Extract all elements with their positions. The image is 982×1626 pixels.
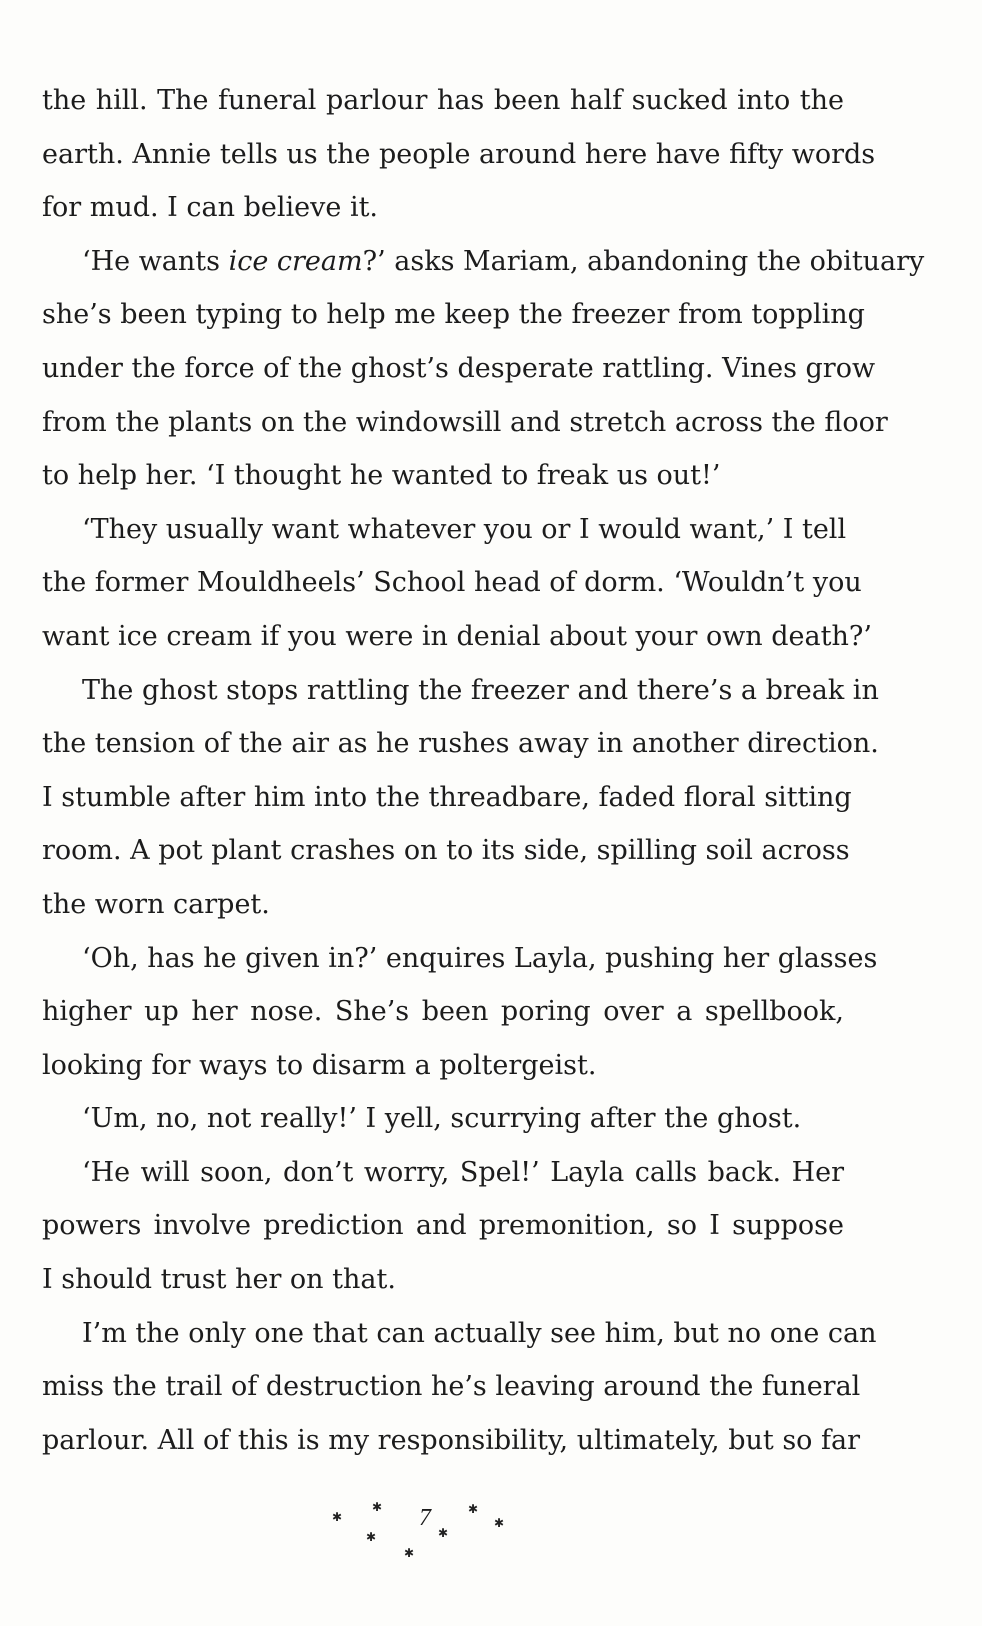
text-line: miss the trail of destruction he’s leaving around the funeral bbox=[42, 1371, 861, 1403]
star-ornament-icon: ✱ bbox=[438, 1526, 449, 1540]
star-ornament-icon: ✱ bbox=[332, 1510, 343, 1524]
text-line: want ice cream if you were in denial about your own death?’ bbox=[42, 620, 872, 652]
star-ornament-icon: ✱ bbox=[372, 1500, 383, 1514]
text-line: looking for ways to disarm a poltergeist. bbox=[42, 1049, 597, 1081]
page-number: 7 bbox=[419, 1505, 431, 1531]
text-line: room. A pot plant crashes on to its side, spilling soil across bbox=[42, 835, 850, 867]
text-line: ‘Oh, has he given in?’ enquires Layla, pushing her glasses bbox=[82, 942, 878, 974]
text-line: I should trust her on that. bbox=[42, 1264, 396, 1296]
page-folio bbox=[0, 1497, 982, 1577]
text-line: to help her. ‘I thought he wanted to freak us out!’ bbox=[42, 460, 721, 492]
text-line: under the force of the ghost’s desperate rattling. Vines grow bbox=[42, 352, 876, 384]
text-line: parlour. All of this is my responsibility, ultimately, but so far bbox=[42, 1424, 861, 1456]
text-line: ‘He will soon, don’t worry, Spel!’ Layla calls back. Her bbox=[82, 1156, 844, 1188]
text-line: for mud. I can believe it. bbox=[42, 192, 379, 224]
text-line: from the plants on the windowsill and stretch across the floor bbox=[42, 406, 888, 438]
text-line: The ghost stops rattling the freezer and there’s a break in bbox=[82, 674, 879, 706]
text-line: powers involve prediction and premonition, so I suppose bbox=[42, 1210, 844, 1242]
text-line: I stumble after him into the threadbare, faded floral sitting bbox=[42, 781, 852, 813]
text-line: the former Mouldheels’ School head of dorm. ‘Wouldn’t you bbox=[42, 567, 862, 599]
star-ornament-icon: ✱ bbox=[468, 1502, 479, 1516]
text-line: the worn carpet. bbox=[42, 888, 270, 920]
text-line: earth. Annie tells us the people around here have fifty words bbox=[42, 138, 876, 170]
text-line: higher up her nose. She’s been poring over a spellbook, bbox=[42, 996, 844, 1028]
text-line: she’s been typing to help me keep the freezer from toppling bbox=[42, 299, 865, 331]
text-line: the tension of the air as he rushes away in another direction. bbox=[42, 728, 879, 760]
text-line: I’m the only one that can actually see him, but no one can bbox=[82, 1317, 877, 1349]
text-line: ‘He wants ice cream?’ asks Mariam, abandoning the obituary bbox=[82, 245, 925, 277]
text-line: ‘Um, no, not really!’ I yell, scurrying after the ghost. bbox=[82, 1103, 802, 1135]
text-line: the hill. The funeral parlour has been half sucked into the bbox=[42, 85, 844, 116]
text-line: ‘They usually want whatever you or I would want,’ I tell bbox=[82, 513, 847, 545]
emphasis-text: ice cream bbox=[228, 245, 363, 277]
star-ornament-icon: ✱ bbox=[494, 1516, 505, 1530]
page-body bbox=[42, 74, 925, 1467]
star-ornament-icon: ✱ bbox=[404, 1546, 415, 1560]
star-ornament-icon: ✱ bbox=[366, 1530, 377, 1544]
